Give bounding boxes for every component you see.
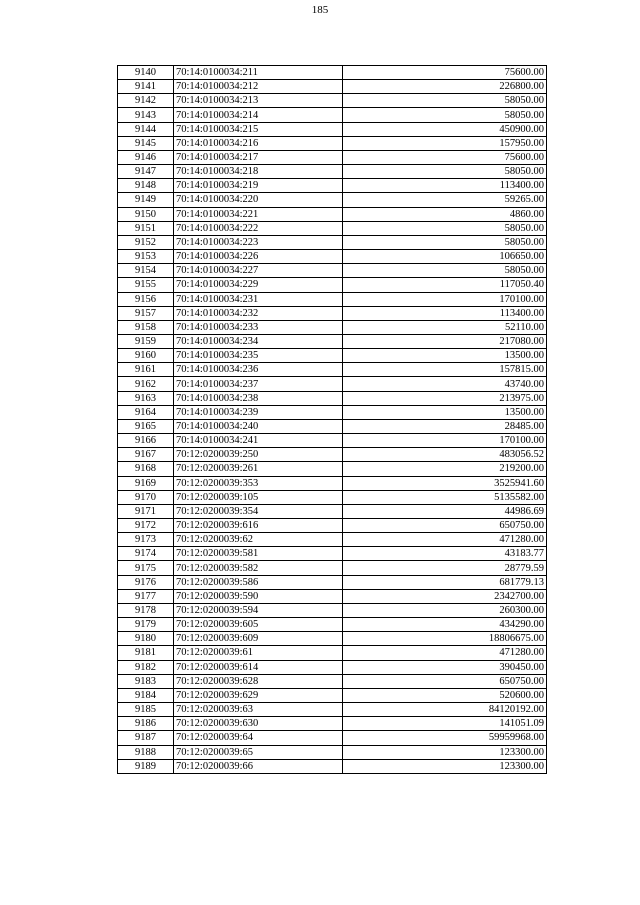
cadastral-value-cell: 434290.00 [343, 618, 547, 632]
row-number-cell: 9149 [118, 193, 174, 207]
cadastral-number-cell: 70:12:0200039:614 [174, 660, 343, 674]
cadastral-value-cell: 84120192.00 [343, 703, 547, 717]
row-number-cell: 9174 [118, 547, 174, 561]
table-row [118, 618, 547, 632]
cadastral-number-cell: 70:14:0100034:238 [174, 391, 343, 405]
cadastral-value-cell: 520600.00 [343, 688, 547, 702]
cadastral-number-cell: 70:14:0100034:216 [174, 136, 343, 150]
row-number-cell: 9175 [118, 561, 174, 575]
row-number-cell: 9140 [118, 66, 174, 80]
cadastral-value-cell: 226800.00 [343, 80, 547, 94]
table-row [118, 349, 547, 363]
row-number-cell: 9160 [118, 349, 174, 363]
row-number-cell: 9168 [118, 462, 174, 476]
cadastral-value-cell: 13500.00 [343, 405, 547, 419]
cadastral-value-cell: 113400.00 [343, 179, 547, 193]
table-row [118, 235, 547, 249]
row-number-cell: 9163 [118, 391, 174, 405]
cadastral-value-cell: 59959968.00 [343, 731, 547, 745]
row-number-cell: 9146 [118, 150, 174, 164]
table-row [118, 703, 547, 717]
cadastral-number-cell: 70:12:0200039:581 [174, 547, 343, 561]
cadastral-value-cell: 5135582.00 [343, 490, 547, 504]
row-number-cell: 9184 [118, 688, 174, 702]
table-row [118, 306, 547, 320]
cadastral-number-cell: 70:14:0100034:215 [174, 122, 343, 136]
cadastral-number-cell: 70:14:0100034:213 [174, 94, 343, 108]
table-row [118, 207, 547, 221]
cadastral-value-cell: 650750.00 [343, 519, 547, 533]
row-number-cell: 9169 [118, 476, 174, 490]
table-row [118, 519, 547, 533]
row-number-cell: 9178 [118, 603, 174, 617]
row-number-cell: 9142 [118, 94, 174, 108]
table-row [118, 759, 547, 773]
row-number-cell: 9143 [118, 108, 174, 122]
cadastral-value-cell: 213975.00 [343, 391, 547, 405]
cadastral-value-cell: 450900.00 [343, 122, 547, 136]
row-number-cell: 9187 [118, 731, 174, 745]
cadastral-number-cell: 70:14:0100034:232 [174, 306, 343, 320]
row-number-cell: 9170 [118, 490, 174, 504]
table-row [118, 462, 547, 476]
cadastral-number-cell: 70:12:0200039:66 [174, 759, 343, 773]
cadastral-value-cell: 141051.09 [343, 717, 547, 731]
cadastral-value-cell: 113400.00 [343, 306, 547, 320]
table-row [118, 434, 547, 448]
cadastral-value-cell: 106650.00 [343, 250, 547, 264]
row-number-cell: 9179 [118, 618, 174, 632]
cadastral-value-cell: 123300.00 [343, 745, 547, 759]
cadastral-value-cell: 650750.00 [343, 674, 547, 688]
row-number-cell: 9148 [118, 179, 174, 193]
cadastral-number-cell: 70:14:0100034:231 [174, 292, 343, 306]
cadastral-value-cell: 123300.00 [343, 759, 547, 773]
table-row [118, 292, 547, 306]
cadastral-number-cell: 70:12:0200039:582 [174, 561, 343, 575]
row-number-cell: 9165 [118, 419, 174, 433]
cadastral-number-cell: 70:12:0200039:261 [174, 462, 343, 476]
cadastral-number-cell: 70:14:0100034:212 [174, 80, 343, 94]
table-row [118, 533, 547, 547]
cadastral-number-cell: 70:14:0100034:214 [174, 108, 343, 122]
row-number-cell: 9176 [118, 575, 174, 589]
table-row [118, 391, 547, 405]
row-number-cell: 9162 [118, 377, 174, 391]
cadastral-number-cell: 70:14:0100034:219 [174, 179, 343, 193]
cadastral-value-cell: 4860.00 [343, 207, 547, 221]
table-row [118, 94, 547, 108]
row-number-cell: 9145 [118, 136, 174, 150]
row-number-cell: 9171 [118, 504, 174, 518]
table-row [118, 674, 547, 688]
row-number-cell: 9153 [118, 250, 174, 264]
cadastral-value-cell: 117050.40 [343, 278, 547, 292]
cadastral-number-cell: 70:12:0200039:64 [174, 731, 343, 745]
cadastral-value-cell: 170100.00 [343, 292, 547, 306]
row-number-cell: 9157 [118, 306, 174, 320]
row-number-cell: 9183 [118, 674, 174, 688]
row-number-cell: 9188 [118, 745, 174, 759]
table-row [118, 405, 547, 419]
cadastral-number-cell: 70:12:0200039:590 [174, 589, 343, 603]
cadastral-value-cell: 483056.52 [343, 448, 547, 462]
cadastral-number-cell: 70:14:0100034:240 [174, 419, 343, 433]
table-row [118, 165, 547, 179]
cadastral-number-cell: 70:12:0200039:616 [174, 519, 343, 533]
cadastral-number-cell: 70:12:0200039:594 [174, 603, 343, 617]
cadastral-value-cell: 58050.00 [343, 165, 547, 179]
cadastral-number-cell: 70:12:0200039:354 [174, 504, 343, 518]
row-number-cell: 9182 [118, 660, 174, 674]
cadastral-value-cell: 28485.00 [343, 419, 547, 433]
row-number-cell: 9161 [118, 363, 174, 377]
cadastral-value-cell: 471280.00 [343, 533, 547, 547]
table-row [118, 66, 547, 80]
cadastral-number-cell: 70:12:0200039:609 [174, 632, 343, 646]
table-row [118, 108, 547, 122]
cadastral-number-cell: 70:14:0100034:234 [174, 334, 343, 348]
cadastral-number-cell: 70:14:0100034:237 [174, 377, 343, 391]
table-row [118, 660, 547, 674]
table-row [118, 334, 547, 348]
cadastral-number-cell: 70:12:0200039:65 [174, 745, 343, 759]
row-number-cell: 9166 [118, 434, 174, 448]
row-number-cell: 9189 [118, 759, 174, 773]
row-number-cell: 9155 [118, 278, 174, 292]
cadastral-number-cell: 70:14:0100034:223 [174, 235, 343, 249]
cadastral-value-cell: 28779.59 [343, 561, 547, 575]
cadastral-value-cell: 58050.00 [343, 264, 547, 278]
table-row [118, 646, 547, 660]
cadastral-number-cell: 70:14:0100034:221 [174, 207, 343, 221]
table-row [118, 490, 547, 504]
cadastral-value-cell: 471280.00 [343, 646, 547, 660]
cadastral-value-cell: 58050.00 [343, 235, 547, 249]
table-row [118, 547, 547, 561]
table-row [118, 448, 547, 462]
cadastral-value-cell: 59265.00 [343, 193, 547, 207]
table-row [118, 80, 547, 94]
cadastral-value-cell: 217080.00 [343, 334, 547, 348]
row-number-cell: 9164 [118, 405, 174, 419]
cadastral-number-cell: 70:12:0200039:250 [174, 448, 343, 462]
cadastral-value-cell: 2342700.00 [343, 589, 547, 603]
cadastral-value-cell: 170100.00 [343, 434, 547, 448]
row-number-cell: 9151 [118, 221, 174, 235]
table-body [118, 66, 547, 774]
row-number-cell: 9156 [118, 292, 174, 306]
cadastral-value-cell: 52110.00 [343, 320, 547, 334]
cadastral-value-cell: 157815.00 [343, 363, 547, 377]
row-number-cell: 9147 [118, 165, 174, 179]
cadastral-value-cell: 681779.13 [343, 575, 547, 589]
table-row [118, 476, 547, 490]
table-row [118, 320, 547, 334]
cadastral-number-cell: 70:14:0100034:211 [174, 66, 343, 80]
table-row [118, 745, 547, 759]
table-row [118, 179, 547, 193]
row-number-cell: 9144 [118, 122, 174, 136]
table-row [118, 377, 547, 391]
cadastral-value-cell: 260300.00 [343, 603, 547, 617]
row-number-cell: 9173 [118, 533, 174, 547]
row-number-cell: 9185 [118, 703, 174, 717]
cadastral-number-cell: 70:14:0100034:236 [174, 363, 343, 377]
cadastral-value-cell: 58050.00 [343, 221, 547, 235]
table-row [118, 575, 547, 589]
row-number-cell: 9180 [118, 632, 174, 646]
cadastral-value-cell: 43183.77 [343, 547, 547, 561]
cadastral-value-cell: 75600.00 [343, 150, 547, 164]
table-row [118, 731, 547, 745]
row-number-cell: 9181 [118, 646, 174, 660]
cadastral-value-table [117, 65, 547, 774]
row-number-cell: 9141 [118, 80, 174, 94]
cadastral-number-cell: 70:14:0100034:217 [174, 150, 343, 164]
cadastral-number-cell: 70:12:0200039:630 [174, 717, 343, 731]
cadastral-value-cell: 219200.00 [343, 462, 547, 476]
cadastral-number-cell: 70:14:0100034:220 [174, 193, 343, 207]
cadastral-value-cell: 58050.00 [343, 94, 547, 108]
cadastral-number-cell: 70:12:0200039:586 [174, 575, 343, 589]
row-number-cell: 9158 [118, 320, 174, 334]
row-number-cell: 9167 [118, 448, 174, 462]
table-row [118, 264, 547, 278]
cadastral-number-cell: 70:12:0200039:628 [174, 674, 343, 688]
cadastral-value-cell: 44986.69 [343, 504, 547, 518]
table-row [118, 632, 547, 646]
cadastral-number-cell: 70:12:0200039:353 [174, 476, 343, 490]
cadastral-value-cell: 58050.00 [343, 108, 547, 122]
cadastral-value-cell: 75600.00 [343, 66, 547, 80]
cadastral-number-cell: 70:12:0200039:63 [174, 703, 343, 717]
cadastral-number-cell: 70:14:0100034:239 [174, 405, 343, 419]
cadastral-number-cell: 70:14:0100034:226 [174, 250, 343, 264]
cadastral-number-cell: 70:14:0100034:222 [174, 221, 343, 235]
table-row [118, 278, 547, 292]
cadastral-value-cell: 43740.00 [343, 377, 547, 391]
cadastral-value-cell: 18806675.00 [343, 632, 547, 646]
cadastral-number-cell: 70:12:0200039:61 [174, 646, 343, 660]
row-number-cell: 9177 [118, 589, 174, 603]
table-row [118, 603, 547, 617]
table-row [118, 717, 547, 731]
cadastral-number-cell: 70:12:0200039:62 [174, 533, 343, 547]
table-row [118, 150, 547, 164]
cadastral-number-cell: 70:14:0100034:227 [174, 264, 343, 278]
table-row [118, 504, 547, 518]
table-row [118, 363, 547, 377]
cadastral-number-cell: 70:14:0100034:241 [174, 434, 343, 448]
row-number-cell: 9172 [118, 519, 174, 533]
cadastral-value-cell: 13500.00 [343, 349, 547, 363]
table-row [118, 136, 547, 150]
cadastral-number-cell: 70:14:0100034:233 [174, 320, 343, 334]
table-row [118, 589, 547, 603]
table-row [118, 561, 547, 575]
cadastral-number-cell: 70:14:0100034:235 [174, 349, 343, 363]
cadastral-number-cell: 70:12:0200039:105 [174, 490, 343, 504]
table-row [118, 688, 547, 702]
cadastral-value-cell: 157950.00 [343, 136, 547, 150]
page-number: 185 [311, 4, 329, 16]
row-number-cell: 9159 [118, 334, 174, 348]
table-row [118, 250, 547, 264]
row-number-cell: 9150 [118, 207, 174, 221]
cadastral-number-cell: 70:14:0100034:229 [174, 278, 343, 292]
cadastral-value-cell: 390450.00 [343, 660, 547, 674]
cadastral-number-cell: 70:14:0100034:218 [174, 165, 343, 179]
cadastral-number-cell: 70:12:0200039:629 [174, 688, 343, 702]
row-number-cell: 9154 [118, 264, 174, 278]
table-row [118, 193, 547, 207]
cadastral-number-cell: 70:12:0200039:605 [174, 618, 343, 632]
table-row [118, 122, 547, 136]
table-row [118, 221, 547, 235]
row-number-cell: 9152 [118, 235, 174, 249]
row-number-cell: 9186 [118, 717, 174, 731]
table-row [118, 419, 547, 433]
cadastral-value-cell: 3525941.60 [343, 476, 547, 490]
